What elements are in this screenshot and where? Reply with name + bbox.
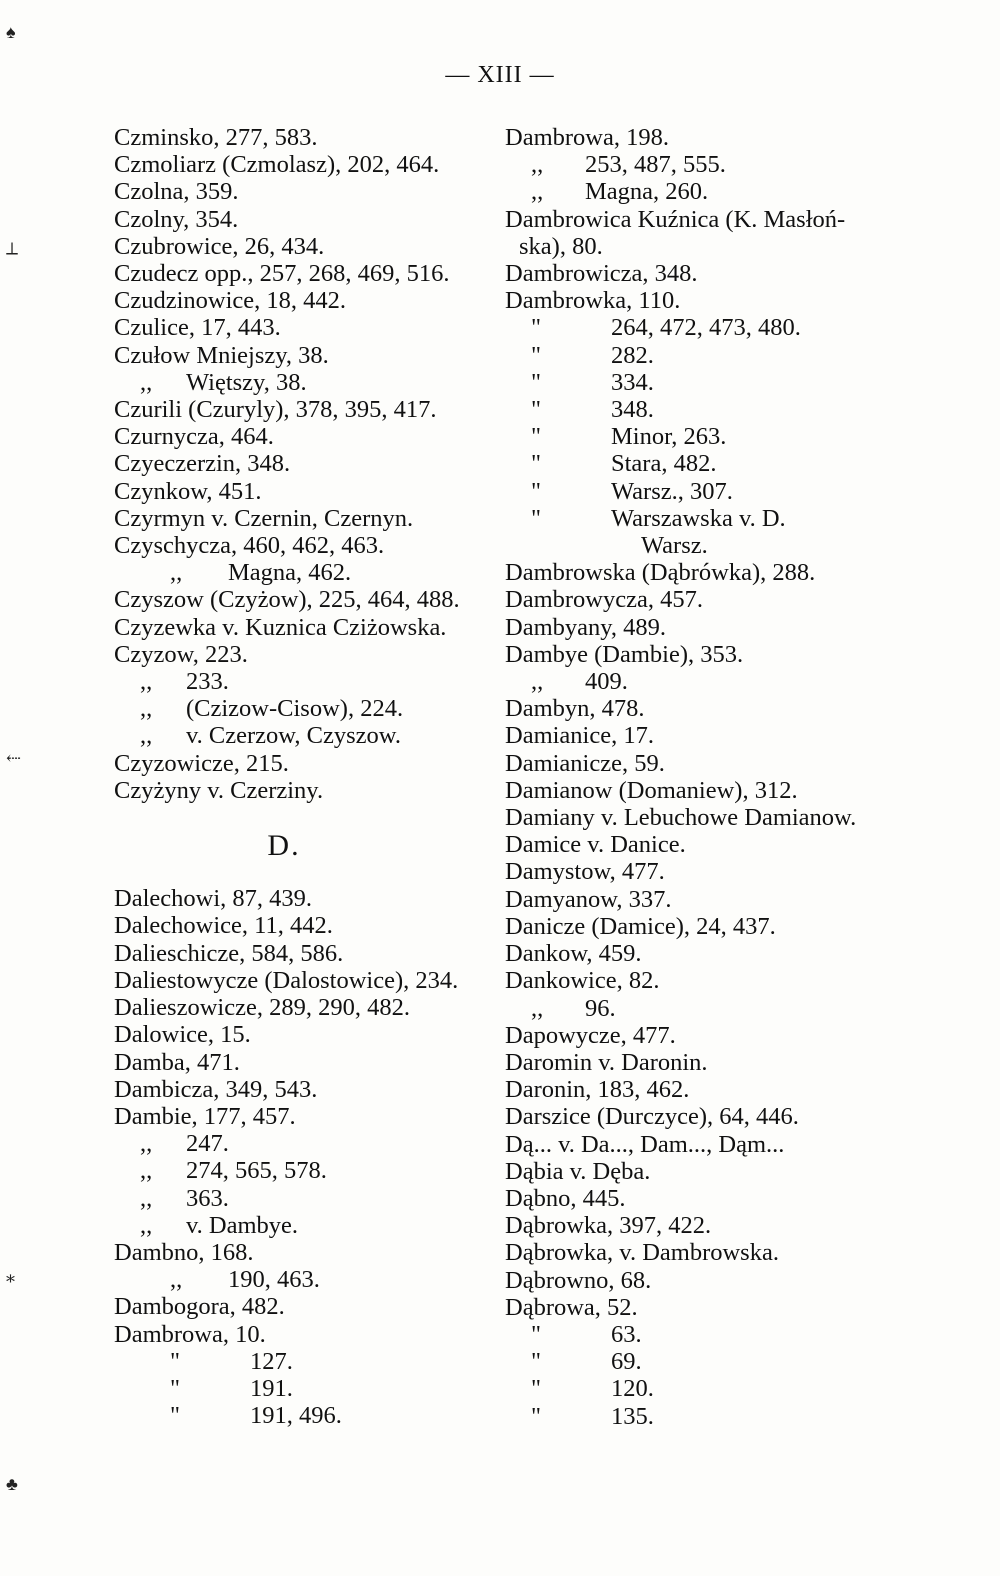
entry: Dąbrowka, v. Dambrowska. — [505, 1239, 779, 1267]
ditto-mark: ,, — [140, 668, 153, 696]
entry: Czyszow (Czyżow), 225, 464, 488. — [114, 586, 460, 614]
sub-entry: ,, 363. — [140, 1184, 229, 1212]
entry: Czulice, 17, 443. — [114, 314, 281, 342]
sub-entry: ,, 274, 565, 578. — [140, 1157, 327, 1185]
ditto-mark: " — [531, 341, 542, 369]
entry: Dąbno, 445. — [505, 1184, 626, 1212]
entry: Dalieszowicze, 289, 290, 482. — [114, 994, 410, 1022]
entry: Dambogora, 482. — [114, 1293, 285, 1321]
entry: Dambrowica Kuźnica (K. Masłoń- — [505, 205, 846, 233]
entry: Dąbia v. Dęba. — [505, 1157, 651, 1185]
entry: Dalowice, 15. — [114, 1021, 251, 1049]
sub-entry: ,, Magna, 260. — [531, 178, 709, 206]
ditto-mark: ,, — [531, 178, 544, 206]
margin-mark-icon: ♠ — [6, 22, 16, 42]
ditto-mark: ,, — [140, 1211, 153, 1239]
ditto-mark: " — [531, 477, 542, 505]
entry: Dankowice, 82. — [505, 967, 660, 995]
ditto-mark: ,, — [140, 1184, 153, 1212]
entry: Dambno, 168. — [114, 1238, 254, 1266]
sub-entry: " 264, 472, 473, 480. — [531, 314, 801, 342]
entry: Czmoliarz (Czmolasz), 202, 464. — [114, 151, 440, 179]
sub-entry: " 282. — [531, 341, 654, 369]
sub-entry: " 69. — [531, 1348, 642, 1376]
page-number: — XIII — — [445, 62, 555, 88]
ditto-mark: ,, — [170, 1266, 183, 1294]
entry: Dambicza, 349, 543. — [114, 1075, 318, 1103]
entry-continuation: ska), 80. — [519, 232, 603, 260]
sub-entry: ,, 96. — [531, 994, 616, 1022]
entry: Damba, 471. — [114, 1048, 240, 1076]
ditto-mark: " — [170, 1374, 181, 1402]
sub-entry: " 191, 496. — [170, 1402, 342, 1430]
entry: Dalechowi, 87, 439. — [114, 885, 312, 913]
entry: Daliestowycze (Dalostowice), 234. — [114, 966, 459, 994]
sub-entry: " 191. — [170, 1374, 293, 1402]
sub-entry: " 127. — [170, 1347, 293, 1375]
sub-entry: ,, (Czizow-Cisow), 224. — [140, 695, 404, 723]
entry: Dambye (Dambie), 353. — [505, 640, 744, 668]
entry: Dalieschicze, 584, 586. — [114, 939, 344, 967]
sub-entry: " Stara, 482. — [531, 450, 717, 478]
entry: Dambrowycza, 457. — [505, 586, 703, 614]
ditto-mark: ,, — [531, 151, 544, 179]
ditto-mark: " — [531, 314, 542, 342]
ditto-mark: " — [531, 1320, 542, 1348]
entry: Damianow (Domaniew), 312. — [505, 776, 798, 804]
ditto-mark: " — [531, 368, 542, 396]
ditto-mark: " — [531, 1348, 542, 1376]
sub-entry: ,, v. Czerzow, Czyszow. — [140, 722, 401, 750]
entry: Czyzow, 223. — [114, 640, 248, 668]
sub-entry: " 334. — [531, 368, 654, 396]
ditto-mark: ,, — [140, 1130, 153, 1158]
entry: Dambie, 177, 457. — [114, 1102, 296, 1130]
sub-entry: ,, Magna, 462. — [170, 559, 352, 587]
sub-entry: ,, Więtszy, 38. — [140, 368, 307, 396]
entry: Czolna, 359. — [114, 178, 239, 206]
sub-entry: " Warszawska v. D. — [531, 504, 786, 532]
entry: Czynkow, 451. — [114, 477, 262, 505]
entry: Czolny, 354. — [114, 205, 239, 233]
ditto-mark: " — [531, 423, 542, 451]
entry: Dambrowka, 110. — [505, 287, 681, 315]
entry: Darszice (Durczyce), 64, 446. — [505, 1103, 799, 1131]
ditto-mark: ,, — [140, 722, 153, 750]
entry: Czudzinowice, 18, 442. — [114, 287, 347, 315]
sub-entry: " 120. — [531, 1375, 654, 1403]
entry: Dąbrowka, 397, 422. — [505, 1212, 712, 1240]
entry: Czurnycza, 464. — [114, 423, 274, 451]
entry: Dą... v. Da..., Dam..., Dąm... — [505, 1130, 785, 1158]
entry: Czminsko, 277, 583. — [114, 124, 318, 151]
sub-entry: ,, 247. — [140, 1130, 229, 1158]
entry: Damianicze, 59. — [505, 749, 665, 777]
margin-mark-icon: ⁎ — [6, 1266, 15, 1286]
entry: Danicze (Damice), 24, 437. — [505, 912, 776, 940]
entry: Dambyany, 489. — [505, 613, 667, 641]
ditto-mark: ,, — [140, 1157, 153, 1185]
entry: Damice v. Danice. — [505, 831, 686, 859]
ditto-mark: " — [170, 1402, 181, 1430]
entry: Czułow Mniejszy, 38. — [114, 341, 329, 369]
ditto-mark: ,, — [140, 368, 153, 396]
sub-entry: ,, v. Dambye. — [140, 1211, 299, 1239]
entry: Czyzowicze, 215. — [114, 749, 289, 777]
entry: Dambrowa, 10. — [114, 1320, 266, 1348]
ditto-mark: ,, — [531, 668, 544, 696]
entry: Dąbrowno, 68. — [505, 1266, 652, 1294]
margin-mark-icon: ⟂ — [6, 238, 19, 258]
entry: Czyzewka v. Kuznica Cziżowska. — [114, 613, 447, 641]
margin-mark-icon: ♣ — [6, 1474, 18, 1494]
ditto-mark: ,, — [140, 695, 153, 723]
margin-mark-icon: ⇠ — [6, 748, 22, 768]
ditto-mark: " — [531, 1402, 542, 1430]
entry: Czyrmyn v. Czernin, Czernyn. — [114, 504, 414, 532]
entry: Damystow, 477. — [505, 858, 665, 886]
sub-entry: ,, 409. — [531, 668, 628, 696]
sub-entry: " 63. — [531, 1320, 642, 1348]
sub-entry: " Warsz., 307. — [531, 477, 733, 505]
entry: Dambrowska (Dąbrówka), 288. — [505, 559, 816, 587]
entry: Damyanow, 337. — [505, 885, 672, 913]
ditto-mark: ,, — [170, 559, 183, 587]
entry: Czurili (Czuryly), 378, 395, 417. — [114, 396, 437, 424]
sub-entry: " 135. — [531, 1402, 654, 1430]
right-index-column — [505, 124, 895, 1430]
entry-continuation: Warsz. — [641, 532, 708, 560]
entry: Damianice, 17. — [505, 722, 654, 750]
ditto-mark: ,, — [531, 994, 544, 1022]
sub-entry: ,, 190, 463. — [170, 1266, 320, 1294]
ditto-mark: " — [531, 1375, 542, 1403]
entry: Daromin v. Daronin. — [505, 1048, 708, 1076]
entry: Dambrowa, 198. — [505, 124, 669, 151]
ditto-mark: " — [531, 450, 542, 478]
ditto-mark: " — [531, 396, 542, 424]
left-index-column — [114, 124, 504, 1429]
entry: Dąbrowa, 52. — [505, 1293, 638, 1321]
entry: Dapowycze, 477. — [505, 1021, 676, 1049]
entry: Dambrowicza, 348. — [505, 260, 698, 288]
ditto-mark: " — [531, 504, 542, 532]
entry: Czyżyny v. Czerziny. — [114, 776, 324, 804]
entry: Dankow, 459. — [505, 940, 642, 968]
sub-entry: ,, 233. — [140, 668, 229, 696]
ditto-mark: " — [170, 1347, 181, 1375]
sub-entry: ,, 253, 487, 555. — [531, 151, 726, 179]
entry: Czubrowice, 26, 434. — [114, 232, 325, 260]
section-heading: D. — [267, 829, 301, 863]
entry: Czyschycza, 460, 462, 463. — [114, 532, 385, 560]
sub-entry: " Minor, 263. — [531, 423, 727, 451]
entry: Dambyn, 478. — [505, 695, 645, 723]
entry: Damiany v. Lebuchowe Damianow. — [505, 804, 857, 832]
entry: Czudecz opp., 257, 268, 469, 516. — [114, 260, 450, 288]
entry: Dalechowice, 11, 442. — [114, 912, 333, 940]
entry: Daronin, 183, 462. — [505, 1076, 690, 1104]
sub-entry: " 348. — [531, 396, 654, 424]
entry: Czyeczerzin, 348. — [114, 450, 291, 478]
